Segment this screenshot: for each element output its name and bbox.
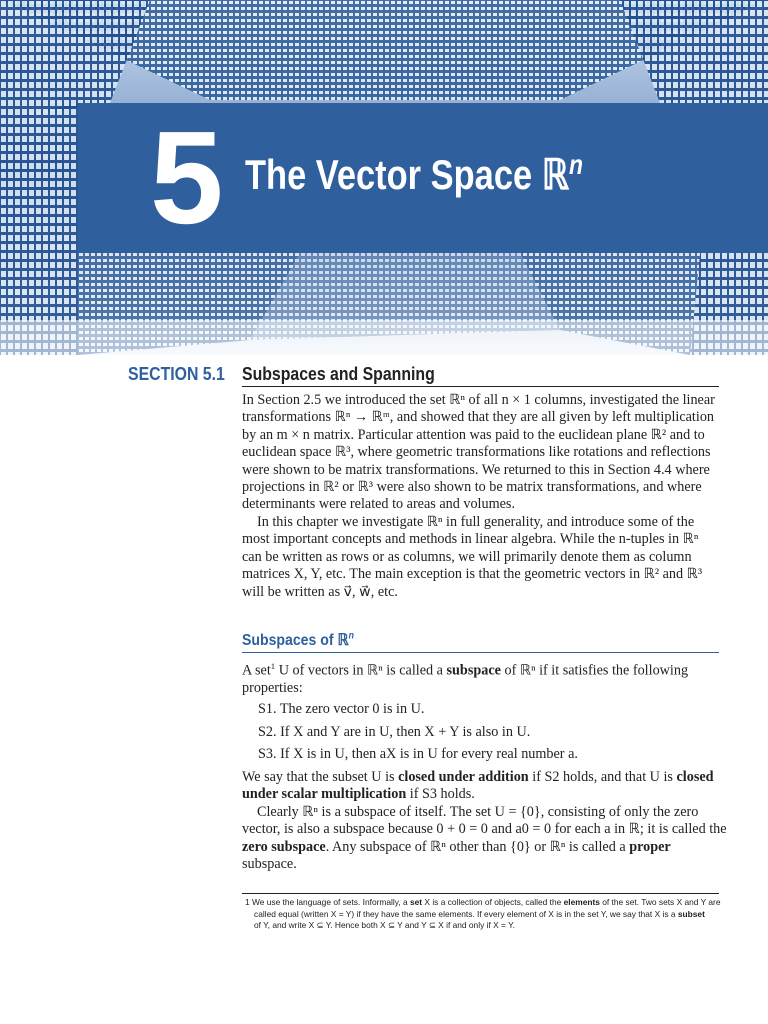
- property-s1: S1. The zero vector 0 is in U.: [258, 701, 425, 717]
- section-rule: [242, 386, 719, 387]
- term-subspace: subspace: [446, 662, 501, 679]
- text-fragment: 1 We use the language of sets. Informally, a: [245, 897, 410, 907]
- text-line: of Y, and write X ⊆ Y. Hence both X ⊆ Y and Y ⊆ X if and only if X = Y.: [254, 920, 515, 931]
- text-fragment: A set: [242, 662, 271, 679]
- property-s2: S2. If X and Y are in U, then X + Y is also in U.: [258, 724, 531, 740]
- term-subset: subset: [677, 908, 705, 919]
- text-line: determinants were related to areas and volumes.: [242, 496, 515, 513]
- intro-paragraph-1: [242, 392, 720, 514]
- chapter-banner: [0, 0, 768, 355]
- term-closed-under-addition: closed under addition: [398, 769, 529, 785]
- text-line: subspace.: [242, 856, 297, 873]
- footnote-rule: [242, 893, 719, 894]
- text-line: will be written as v⃗, w⃗, etc.: [242, 583, 398, 600]
- subsection-title: [242, 630, 354, 650]
- chapter-title-text: The Vector Space ℝ: [245, 151, 569, 198]
- property-s3: S3. If X is in U, then aX is in U for every real number a.: [258, 746, 578, 762]
- text-fragment: We say that the subset U is: [242, 769, 399, 785]
- section-label: SECTION 5.1: [128, 364, 225, 384]
- term-set: set: [409, 897, 423, 907]
- term-closed: closed: [676, 769, 714, 785]
- subsection-title-superscript: n: [348, 630, 354, 642]
- term-scalar-multiplication: under scalar multiplication: [242, 786, 407, 803]
- text-fragment: if S2 holds, and that U is: [528, 769, 677, 785]
- text-fragment: . Any subspace of ℝⁿ other than {0} or ℝⁿ is called a: [325, 838, 630, 855]
- text-line: most important concepts and methods in linear algebra. While the n-tuples in ℝⁿ: [242, 531, 699, 548]
- text-line: euclidean space ℝ³, where geometric transformations like rotations and reflections: [242, 444, 711, 461]
- subspace-definition: [242, 658, 720, 698]
- text-line: projections in ℝ² or ℝ³ were also shown to be matrix transformations, and where: [242, 479, 702, 496]
- chapter-title: [245, 140, 583, 200]
- text-fragment: called equal (written X = Y) if they have the same elements. If every element of X is in the set Y, we say that X is a: [254, 908, 678, 919]
- text-line: by an m × n matrix. Particular attention was paid to the euclidean plane ℝ² and to: [242, 426, 705, 443]
- text-line: were shown to be matrix transformations. We returned to this in Section 4.4 where: [242, 461, 710, 478]
- chapter-number: 5: [150, 104, 220, 251]
- text-fragment: of the set. Two sets X and Y are: [599, 897, 721, 907]
- footnote: [245, 897, 720, 932]
- term-elements: elements: [563, 897, 600, 907]
- closure-paragraph: [242, 769, 720, 804]
- text-fragment: of ℝⁿ if it satisfies the following: [500, 662, 689, 679]
- footnote-marker: 1: [270, 661, 276, 671]
- text-line: can be written as rows or as columns, we will primarily denote them as column: [242, 548, 692, 565]
- subsection-rule: [242, 652, 719, 653]
- text-fragment: X is a collection of objects, called the: [422, 897, 564, 907]
- section-title: Subspaces and Spanning: [242, 364, 435, 384]
- chapter-title-superscript: n: [568, 149, 584, 180]
- text-line: matrices X, Y, etc. The main exception is that the geometric vectors in ℝ² and ℝ³: [242, 566, 703, 583]
- text-line: Clearly ℝⁿ is a subspace of itself. The set U = {0}, consisting of only the zero: [257, 804, 699, 820]
- text-fragment: U of vectors in ℝⁿ is called a: [275, 662, 447, 679]
- text-line: In Section 2.5 we introduced the set ℝⁿ of all n × 1 columns, investigated the linear: [242, 392, 715, 408]
- zero-subspace-paragraph: [242, 804, 727, 874]
- text-line: transformations ℝⁿ → ℝᵐ, and showed that they are all given by left multiplication: [242, 409, 715, 426]
- term-proper: proper: [629, 838, 671, 855]
- intro-paragraph-2: [242, 514, 720, 601]
- text-fragment: if S3 holds.: [406, 786, 475, 803]
- text-line: vector, is also a subspace because 0 + 0 = 0 and a0 = 0 for each a in ℝ; it is called the: [242, 821, 727, 838]
- text-line: In this chapter we investigate ℝⁿ in full generality, and introduce some of the: [257, 514, 695, 530]
- term-zero-subspace: zero subspace: [242, 838, 326, 855]
- subsection-title-text: Subspaces of ℝ: [242, 632, 349, 649]
- text-line: properties:: [242, 680, 303, 697]
